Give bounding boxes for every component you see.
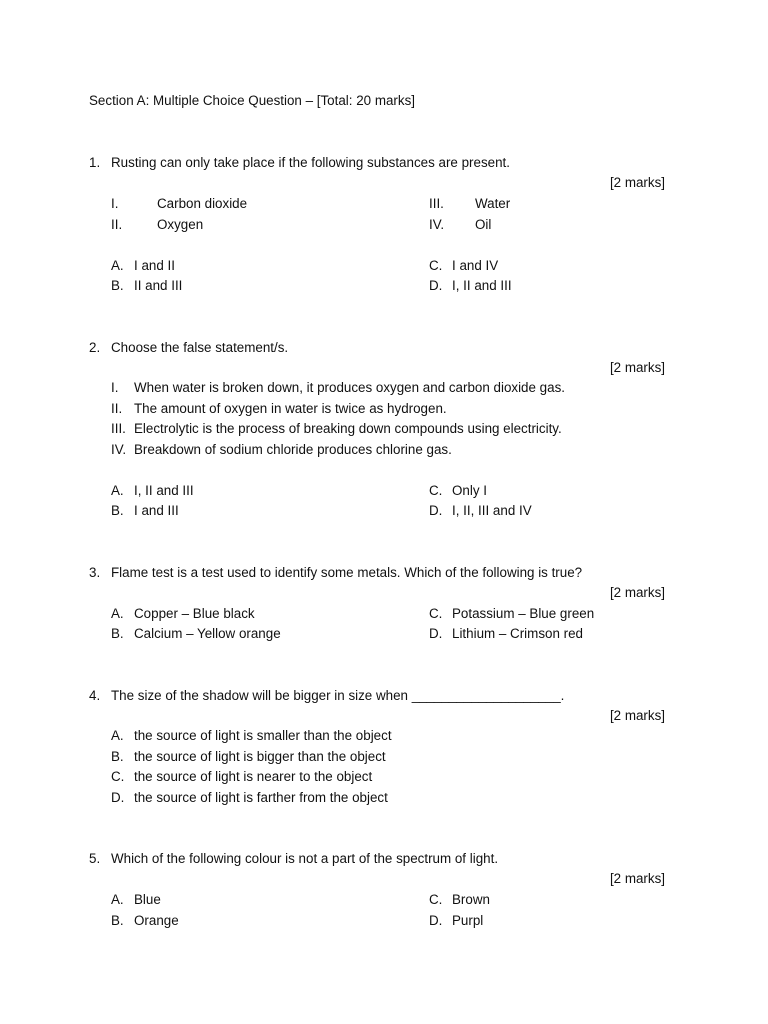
option-text: Orange <box>134 913 179 928</box>
option-text: I, II and III <box>452 278 512 293</box>
marks-label: [2 marks] <box>609 360 665 375</box>
option-letter: A. <box>111 483 124 498</box>
item-numeral: IV. <box>429 217 445 232</box>
question-text: The size of the shadow will be bigger in size when ____________________. <box>111 688 565 703</box>
option-text: I and III <box>134 503 179 518</box>
option-text: I and II <box>134 258 175 273</box>
option-letter: D. <box>429 913 443 928</box>
item-text: Water <box>475 196 511 211</box>
option-text: the source of light is nearer to the object <box>134 769 373 784</box>
question-number: 1. <box>89 155 101 170</box>
item-numeral: I. <box>111 380 119 395</box>
option-text: the source of light is smaller than the object <box>134 728 392 743</box>
option-text: Purpl <box>452 913 484 928</box>
question-number: 3. <box>89 565 101 580</box>
section-title: Section A: Multiple Choice Question – [Total: 20 marks] <box>89 93 415 108</box>
option-letter: C. <box>429 892 443 907</box>
option-letter: D. <box>111 790 125 805</box>
marks-label: [2 marks] <box>609 708 665 723</box>
option-letter: C. <box>429 258 443 273</box>
item-text: Oxygen <box>157 217 204 232</box>
item-numeral: IV. <box>111 442 127 457</box>
option-text: the source of light is farther from the object <box>134 790 388 805</box>
item-numeral: III. <box>111 421 126 436</box>
item-text: The amount of oxygen in water is twice as hydrogen. <box>134 401 447 416</box>
option-letter: B. <box>111 626 124 641</box>
option-text: Blue <box>134 892 161 907</box>
option-letter: D. <box>429 503 443 518</box>
option-letter: C. <box>429 606 443 621</box>
item-text: Electrolytic is the process of breaking down compounds using electricity. <box>134 421 562 436</box>
question-text: Which of the following colour is not a part of the spectrum of light. <box>111 851 499 866</box>
item-text: Breakdown of sodium chloride produces chlorine gas. <box>134 442 452 457</box>
option-letter: C. <box>111 769 125 784</box>
item-text: Oil <box>475 217 492 232</box>
item-numeral: II. <box>111 401 123 416</box>
marks-label: [2 marks] <box>609 175 665 190</box>
option-text: Calcium – Yellow orange <box>134 626 281 641</box>
item-numeral: I. <box>111 196 119 211</box>
question-text: Rusting can only take place if the following substances are present. <box>111 155 510 170</box>
question-text: Flame test is a test used to identify some metals. Which of the following is true? <box>111 565 583 580</box>
question-text: Choose the false statement/s. <box>111 340 289 355</box>
option-text: I, II and III <box>134 483 194 498</box>
option-letter: A. <box>111 258 124 273</box>
option-text: Lithium – Crimson red <box>452 626 583 641</box>
marks-label: [2 marks] <box>609 871 665 886</box>
option-letter: B. <box>111 749 124 764</box>
question-number: 2. <box>89 340 101 355</box>
item-numeral: II. <box>111 217 123 232</box>
option-text: I, II, III and IV <box>452 503 532 518</box>
option-text: II and III <box>134 278 183 293</box>
option-text: the source of light is bigger than the object <box>134 749 386 764</box>
option-letter: B. <box>111 913 124 928</box>
item-numeral: III. <box>429 196 444 211</box>
option-letter: B. <box>111 278 124 293</box>
option-letter: D. <box>429 278 443 293</box>
item-text: When water is broken down, it produces oxygen and carbon dioxide gas. <box>134 380 565 395</box>
option-letter: A. <box>111 892 124 907</box>
option-letter: C. <box>429 483 443 498</box>
question-number: 5. <box>89 851 101 866</box>
question-number: 4. <box>89 688 101 703</box>
option-letter: A. <box>111 728 124 743</box>
item-text: Carbon dioxide <box>157 196 248 211</box>
option-letter: D. <box>429 626 443 641</box>
marks-label: [2 marks] <box>609 585 665 600</box>
option-text: Potassium – Blue green <box>452 606 595 621</box>
option-text: Copper – Blue black <box>134 606 255 621</box>
option-letter: B. <box>111 503 124 518</box>
option-text: Brown <box>452 892 490 907</box>
option-text: I and IV <box>452 258 499 273</box>
option-text: Only I <box>452 483 487 498</box>
option-letter: A. <box>111 606 124 621</box>
